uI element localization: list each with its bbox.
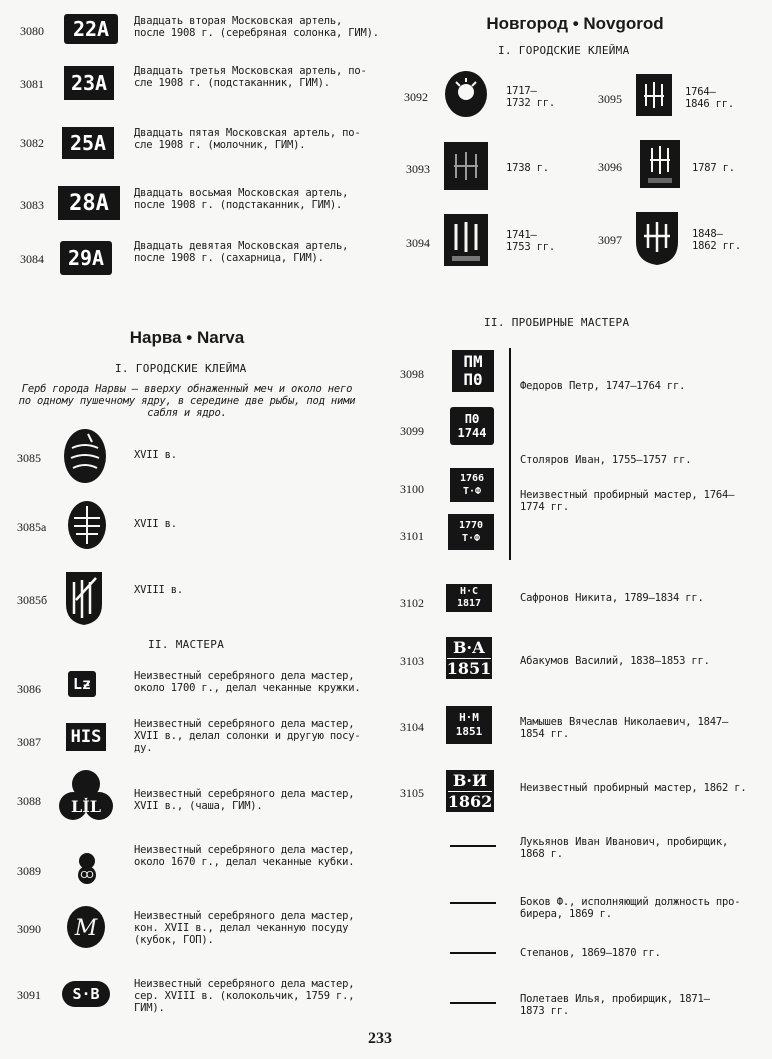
assay-mark-image: Н·С 1817	[446, 584, 492, 612]
item-number: 3095	[598, 92, 622, 106]
no-mark-dash	[450, 1002, 496, 1004]
item-number: 3082	[20, 136, 44, 150]
master-name: Боков Ф., исполняющий должность про- бирера, 1869 г.	[520, 896, 741, 920]
item-number: 3104	[400, 720, 424, 734]
assay-mark-image: ПΘ 1744	[450, 407, 494, 445]
hallmark-letters: LIL	[71, 797, 101, 816]
narva-oval-mark-image	[66, 500, 108, 550]
item-number: 3085а	[17, 520, 47, 534]
item-dates: 1741— 1753 гг.	[506, 229, 555, 253]
item-dates: 1787 г.	[692, 162, 735, 174]
no-mark-dash	[450, 952, 496, 954]
item-number: 3083	[20, 198, 44, 212]
novgorod-square-mark-image	[444, 142, 488, 190]
item-number: 3084	[20, 252, 44, 266]
item-number: 3090	[17, 922, 41, 936]
item-description: Двадцать вторая Московская артель, после 1908 г. (серебряная солонка, ГИМ).	[134, 15, 379, 39]
item-number: 3105	[400, 786, 424, 800]
hallmark-image: 22А	[64, 14, 118, 44]
novgorod-assay-masters-heading: II. ПРОБИРНЫЕ МАСТЕРА	[484, 316, 630, 329]
novgorod-title: Новгород • Novgorod	[486, 14, 664, 33]
master-name: Столяров Иван, 1755—1757 гг.	[520, 454, 692, 466]
item-number: 3096	[598, 160, 622, 174]
item-dates: 1764— 1846 гг.	[685, 86, 734, 110]
page-number: 233	[368, 1030, 392, 1047]
item-number: 3087	[17, 735, 41, 749]
grouping-bracket	[509, 348, 511, 560]
item-number: 3101	[400, 529, 424, 543]
item-description: XVII в.	[134, 518, 177, 530]
novgorod-shield-mark-image	[634, 210, 680, 266]
item-number: 3085	[17, 451, 41, 465]
item-number: 3093	[406, 162, 430, 176]
novgorod-oval-mark-image	[444, 70, 488, 118]
master-name: Абакумов Василий, 1838—1853 гг.	[520, 655, 710, 667]
master-name: Полетаев Илья, пробирщик, 1871— 1873 гг.	[520, 993, 710, 1017]
master-name: Федоров Петр, 1747—1764 гг.	[520, 380, 686, 392]
master-name: Лукьянов Иван Иванович, пробирщик, 1868 г.	[520, 836, 729, 860]
item-description: XVIII в.	[134, 584, 183, 596]
master-name: Степанов, 1869—1870 гг.	[520, 947, 661, 959]
master-name: Мамышев Вячеслав Николаевич, 1847— 1854 гг.	[520, 716, 729, 740]
item-description: XVII в.	[134, 449, 177, 461]
hallmark-image: 23А	[64, 66, 114, 100]
item-description: Неизвестный серебряного дела мастер, кон. XVII в., делал чеканную посуду (кубок, ГОП).	[134, 910, 355, 946]
narva-city-marks-heading: I. ГОРОДСКИЕ КЛЕЙМА	[115, 362, 247, 375]
narva-coat-of-arms-description: Герб города Нарвы — вверху обнаженный меч и около него по одному пушечному ядру, в середине две рыбы, под ними сабля и ядро.	[18, 383, 356, 419]
item-number: 3089	[17, 864, 41, 878]
narva-shield-mark-image	[64, 570, 104, 626]
narva-oval-mark-image	[62, 428, 108, 484]
master-name: Неизвестный пробирный мастер, 1862 г.	[520, 782, 747, 794]
assay-mark-image: ПМ П0	[452, 350, 494, 392]
item-number: 3086	[17, 682, 41, 696]
item-description: Двадцать восьмая Московская артель, после 1908 г. (подстаканник, ГИМ).	[134, 187, 349, 211]
item-dates: 1738 г.	[506, 162, 549, 174]
novgorod-square-mark-image	[636, 74, 672, 116]
item-number: 3080	[20, 24, 44, 38]
no-mark-dash	[450, 845, 496, 847]
item-number: 3098	[400, 367, 424, 381]
hallmark-letters: Ꝏ	[80, 870, 94, 881]
item-number: 3097	[598, 233, 622, 247]
hallmark-image: 29А	[60, 241, 112, 275]
item-dates: 1717— 1732 гг.	[506, 85, 555, 109]
item-number: 3102	[400, 596, 424, 610]
hallmark-image: 25А	[62, 127, 114, 159]
item-number: 3091	[17, 988, 41, 1002]
master-name: Сафронов Никита, 1789—1834 гг.	[520, 592, 704, 604]
assay-mark-image: 1766 Т·Ф	[450, 468, 494, 502]
item-description: Двадцать третья Московская артель, по- сле 1908 г. (подстаканник, ГИМ).	[134, 65, 367, 89]
item-number: 3092	[404, 90, 428, 104]
item-description: Двадцать девятая Московская артель, после 1908 г. (сахарница, ГИМ).	[134, 240, 349, 264]
item-description: Двадцать пятая Московская артель, по- сле 1908 г. (молочник, ГИМ).	[134, 127, 361, 151]
item-dates: 1848— 1862 гг.	[692, 228, 741, 252]
novgorod-city-marks-heading: I. ГОРОДСКИЕ КЛЕЙМА	[498, 44, 630, 57]
item-description: Неизвестный серебряного дела мастер, сер. XVIII в. (колокольчик, 1759 г., ГИМ).	[134, 978, 355, 1014]
no-mark-dash	[450, 902, 496, 904]
narva-title: Нарва • Narva	[129, 328, 245, 347]
item-number: 3094	[406, 236, 430, 250]
assay-mark-image: Н·М 1851	[446, 706, 492, 744]
hallmark-image: S·B	[62, 981, 110, 1007]
item-description: Неизвестный серебряного дела мастер, около 1700 г., делал чеканные кружки.	[134, 670, 361, 694]
hallmark-image: Lƶ	[68, 671, 96, 697]
hallmark-image: 28А	[58, 186, 120, 220]
item-description: Неизвестный серебряного дела мастер, XVII в., делал солонки и другую посу- ду.	[134, 718, 361, 754]
novgorod-square-mark-image	[444, 214, 488, 266]
hallmark-letters: M	[74, 916, 98, 941]
item-number: 3085б	[17, 593, 48, 607]
assay-mark-image: В·И 1862	[447, 770, 493, 811]
hallmark-image	[66, 905, 106, 949]
assay-mark-image: В·А 1851	[446, 637, 492, 678]
master-name: Неизвестный пробирный мастер, 1764— 1774 гг.	[520, 489, 735, 513]
item-description: Неизвестный серебряного дела мастер, XVII в., (чаша, ГИМ).	[134, 788, 355, 812]
item-number: 3081	[20, 77, 44, 91]
item-number: 3088	[17, 794, 41, 808]
item-number: 3100	[400, 482, 424, 496]
assay-mark-image: 1770 Т·Ф	[448, 514, 494, 550]
hallmark-image	[72, 851, 102, 885]
trefoil-mark-image	[58, 768, 114, 826]
item-description: Неизвестный серебряного дела мастер, около 1670 г., делал чеканные кубки.	[134, 844, 355, 868]
narva-masters-heading: II. МАСТЕРА	[148, 638, 225, 651]
novgorod-square-mark-image	[640, 140, 680, 188]
item-number: 3099	[400, 424, 424, 438]
item-number: 3103	[400, 654, 424, 668]
hallmark-image: HIS	[66, 723, 106, 751]
